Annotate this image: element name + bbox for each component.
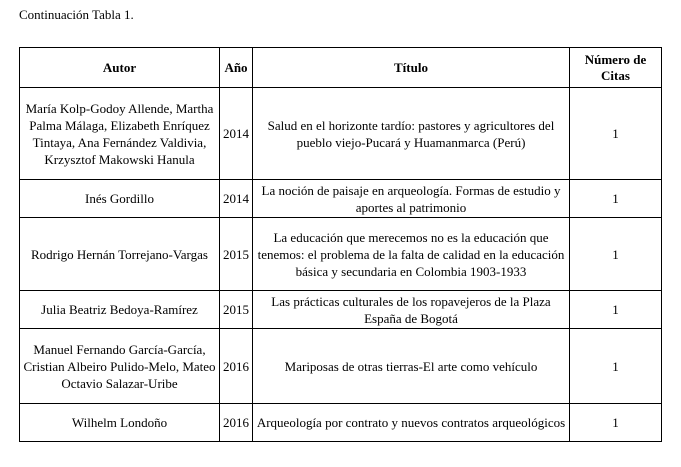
cell-year: 2016 (220, 329, 253, 404)
table-row (20, 180, 662, 218)
cell-author: Manuel Fernando García-García, Cristian Albeiro Pulido-Melo, Mateo Octavio Salazar-Uribe (20, 329, 220, 404)
header-year: Año (220, 48, 253, 88)
cell-citations: 1 (570, 291, 662, 329)
cell-author: Wilhelm Londoño (20, 404, 220, 442)
cell-title: Las prácticas culturales de los ropavejeros de la Plaza España de Bogotá (253, 291, 570, 329)
table-row (20, 218, 662, 291)
table-header-row (20, 48, 662, 88)
cell-year: 2014 (220, 88, 253, 180)
header-citations: Número de Citas (570, 48, 662, 88)
table-row (20, 404, 662, 442)
cell-citations: 1 (570, 88, 662, 180)
cell-year: 2015 (220, 218, 253, 291)
citations-table (19, 47, 662, 442)
cell-author: Inés Gordillo (20, 180, 220, 218)
table-row (20, 88, 662, 180)
cell-title: Arqueología por contrato y nuevos contratos arqueológicos (253, 404, 570, 442)
cell-year: 2014 (220, 180, 253, 218)
cell-year: 2015 (220, 291, 253, 329)
cell-citations: 1 (570, 329, 662, 404)
cell-title: Salud en el horizonte tardío: pastores y agricultores del pueblo viejo-Pucará y Huamanmarca (Perú) (253, 88, 570, 180)
cell-title: Mariposas de otras tierras-El arte como vehículo (253, 329, 570, 404)
table-row (20, 329, 662, 404)
table-caption: Continuación Tabla 1. (19, 7, 134, 22)
cell-year: 2016 (220, 404, 253, 442)
cell-title: La educación que merecemos no es la educación que tenemos: el problema de la falta de calidad en la educación básica y secundaria en Colombia 1903-1933 (253, 218, 570, 291)
cell-author: María Kolp-Godoy Allende, Martha Palma Málaga, Elizabeth Enríquez Tintaya, Ana Fernández Valdivia, Krzysztof Makowski Hanula (20, 88, 220, 180)
table-row (20, 291, 662, 329)
cell-author: Julia Beatriz Bedoya-Ramírez (20, 291, 220, 329)
cell-title: La noción de paisaje en arqueología. Formas de estudio y aportes al patrimonio (253, 180, 570, 218)
cell-citations: 1 (570, 218, 662, 291)
cell-citations: 1 (570, 404, 662, 442)
header-title: Título (253, 48, 570, 88)
cell-author: Rodrigo Hernán Torrejano-Vargas (20, 218, 220, 291)
cell-citations: 1 (570, 180, 662, 218)
header-author: Autor (20, 48, 220, 88)
